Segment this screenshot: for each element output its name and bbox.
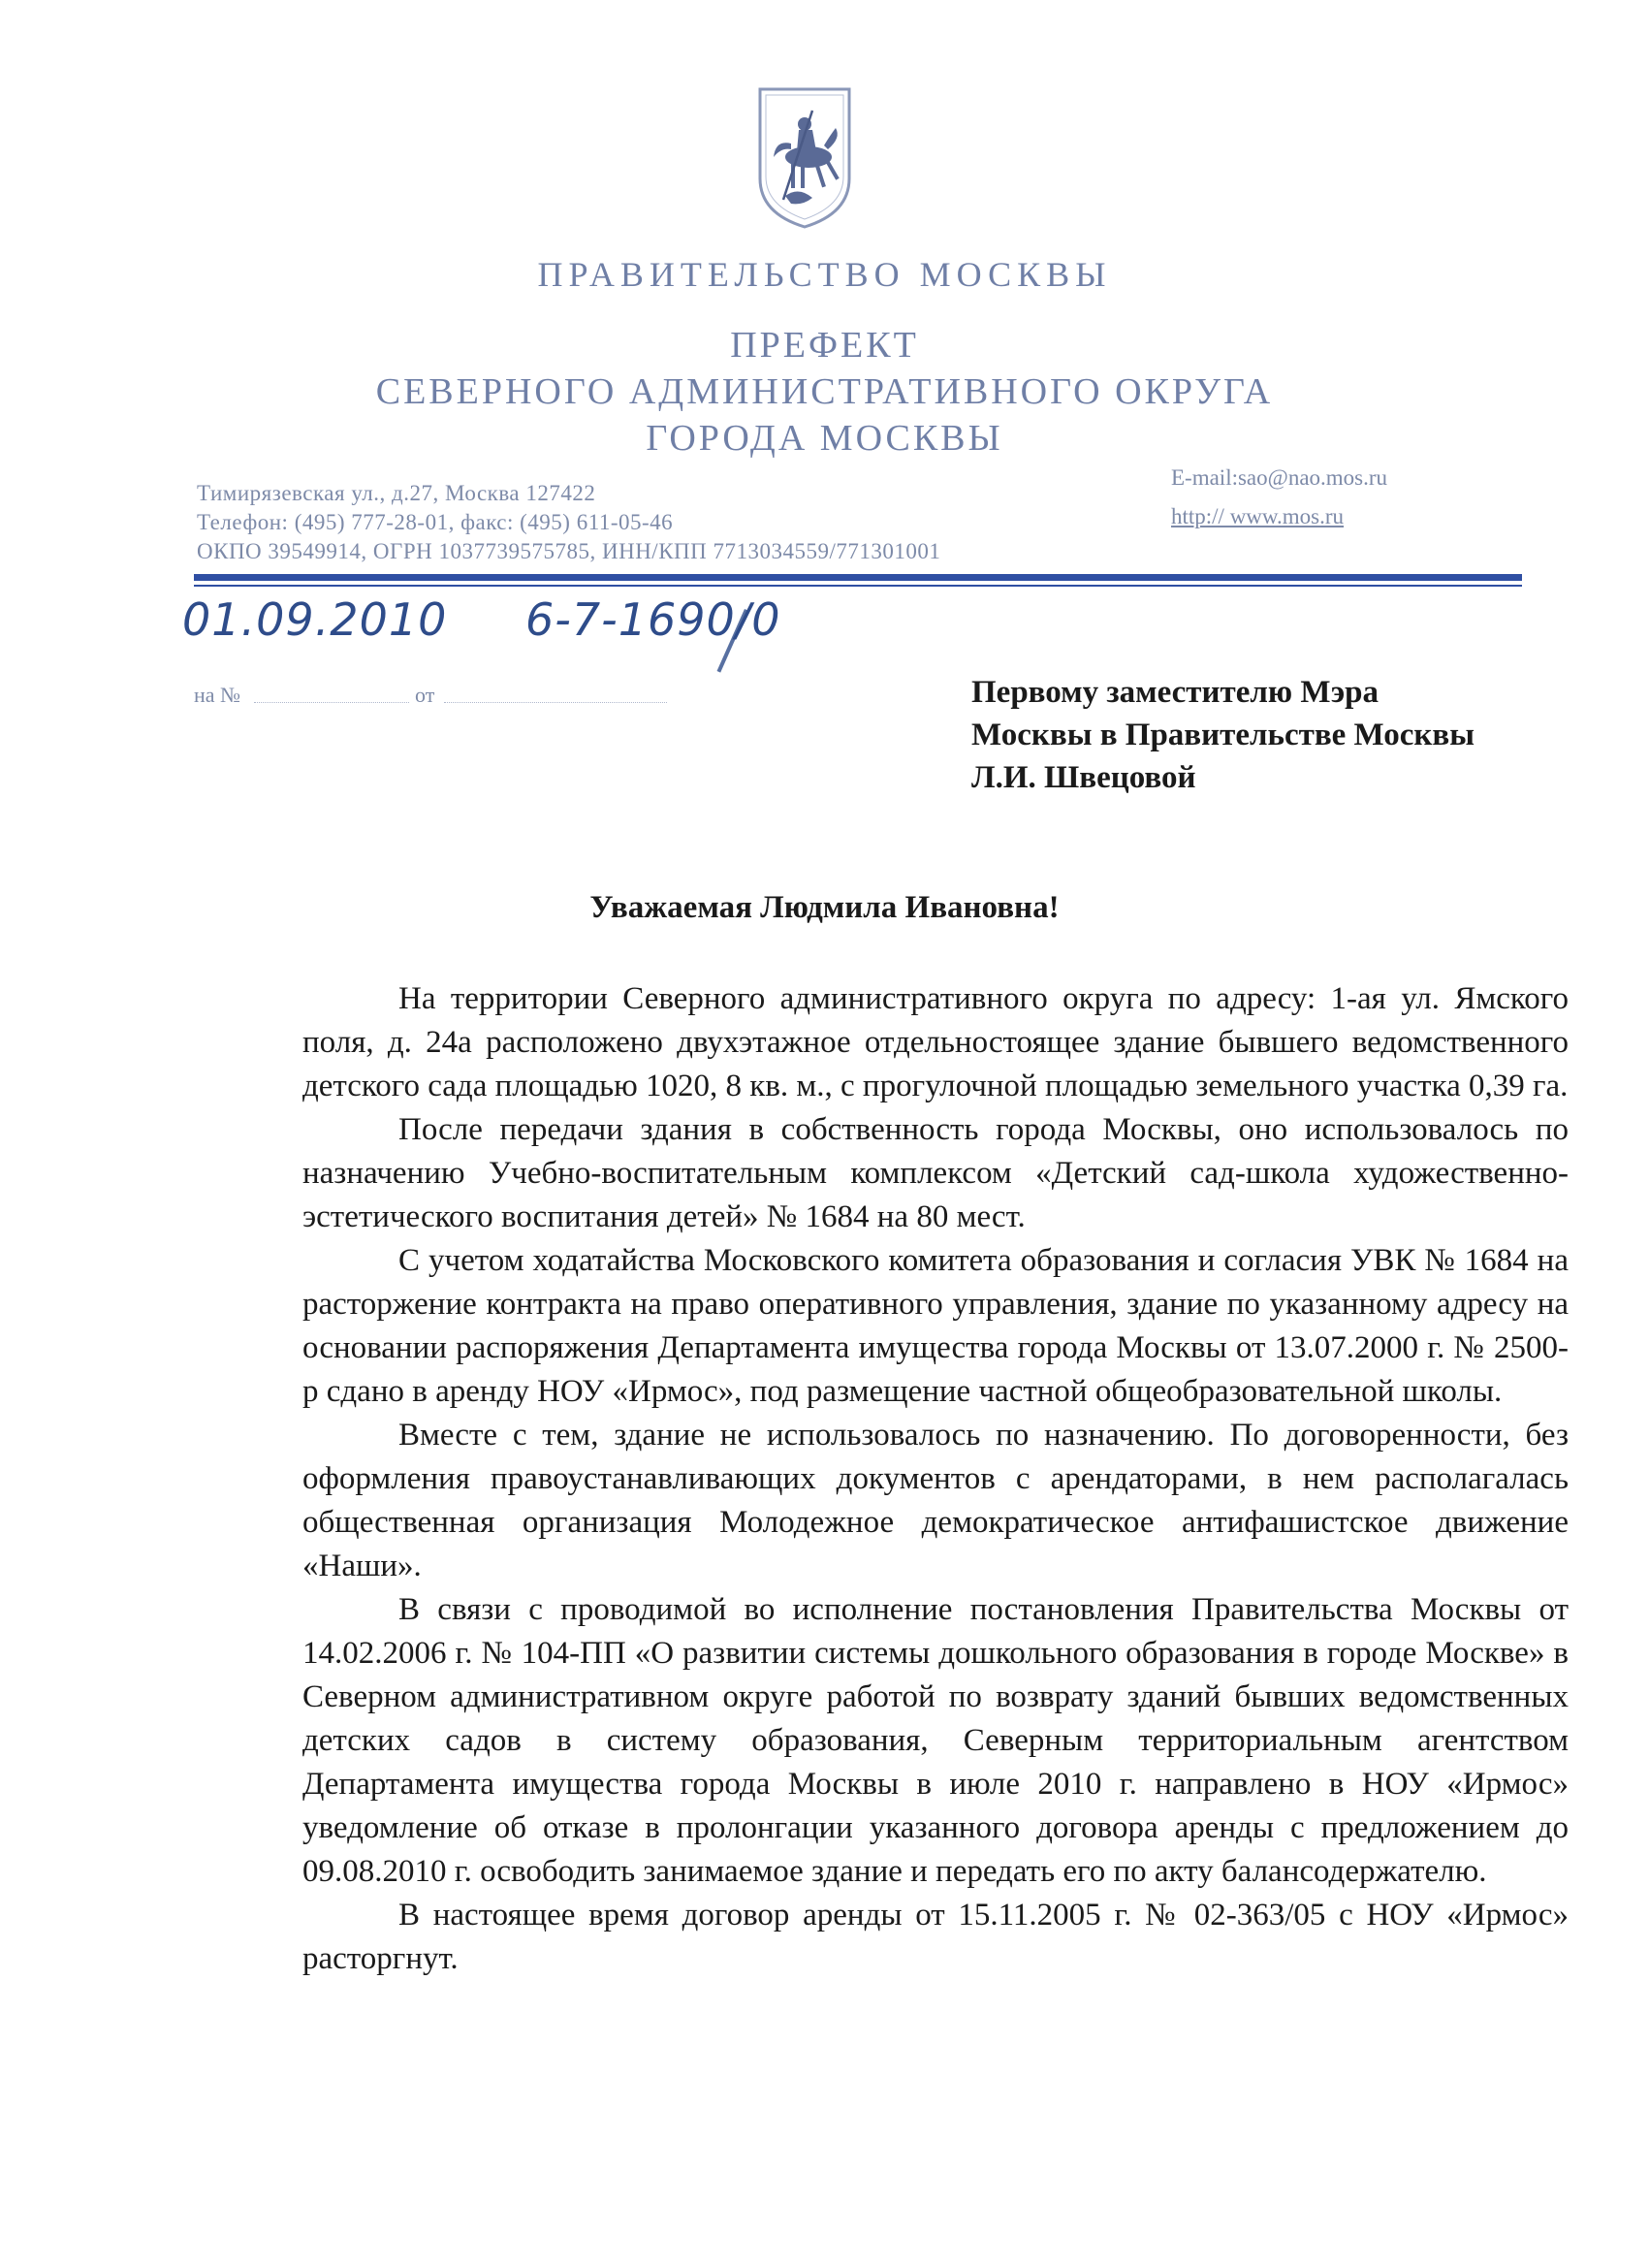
- prefect-district: СЕВЕРНОГО АДМИНИСТРАТИВНОГО ОКРУГА: [375, 371, 1274, 412]
- addressee-block: [971, 671, 1475, 799]
- paragraph: Вместе с тем, здание не использовалось по назначению. По договоренности, без оформления правоустанавливающих документов с арендаторами, в нем располагалась общественная организация Молодежное демократическое антифашистское движение «Наши».: [302, 1418, 1569, 1583]
- paragraph: В настоящее время договор аренды от 15.11.2005 г. № 02-363/05 с НОУ «Ирмос» расторгнут.: [302, 1898, 1569, 1976]
- paragraph: С учетом ходатайства Московского комитета образования и согласия УВК № 1684 на расторжение контракта на право оперативного управления, здание по указанному адресу на основании распоряжения Департамента имущества города Москвы от 13.07.2000 г. № 2500-р сдано в аренду НОУ «Ирмос», под размещение частной общеобразовательной школы.: [302, 1243, 1569, 1409]
- addressee-line: Первому заместителю Мэра: [971, 675, 1379, 710]
- paragraph: В связи с проводимой во исполнение постановления Правительства Москвы от 14.02.2006 г. № 104-ПП «О развитии системы дошкольного образования в городе Москве» в Северном административном округе работой по возврату зданий бывших ведомственных детских садов в систему образования, Северным территориальным агентством Департамента имущества города Москвы в июле 2010 г. направлено в НОУ «Ирмос» уведомление об отказе в пролонгации указанного договора аренды с предложением до 09.08.2010 г. освободить занимаемое здание и передать его по акту балансодержателю.: [302, 1592, 1569, 1889]
- letterhead-divider: [194, 574, 1522, 581]
- reference-number-label: на №: [194, 683, 241, 707]
- greeting: Уважаемая Людмила Ивановна!: [589, 890, 1060, 925]
- government-title: ПРАВИТЕЛЬСТВО МОСКВЫ: [537, 255, 1112, 294]
- prefect-city: ГОРОДА МОСКВЫ: [646, 418, 1003, 459]
- letter-body: [302, 977, 1569, 1981]
- registry-codes: ОКПО 39549914, ОГРН 1037739575785, ИНН/КПП 7713034559/771301001: [197, 539, 941, 563]
- letterhead-divider-thin: [194, 585, 1522, 587]
- prefect-title: ПРЕФЕКТ: [730, 325, 919, 366]
- addressee-name: Л.И. Швецовой: [971, 760, 1196, 795]
- handwritten-reg-number: 6-7-1690/0: [525, 593, 781, 646]
- email-address: E-mail:sao@nao.mos.ru: [1171, 465, 1388, 490]
- website-link[interactable]: http:// www.mos.ru: [1171, 504, 1345, 528]
- reference-date-blank: [444, 702, 667, 703]
- phone-fax: Телефон: (495) 777-28-01, факс: (495) 611-05-46: [197, 510, 674, 534]
- paragraph: После передачи здания в собственность города Москвы, оно использовалось по назначению Учебно-воспитательным комплексом «Детский сад-школа художественно-эстетического воспитания детей» № 1684 на 80 мест.: [302, 1112, 1569, 1234]
- handwritten-date: 01.09.2010: [182, 593, 448, 646]
- moscow-coat-of-arms-icon: [756, 85, 853, 231]
- postal-address: Тимирязевская ул., д.27, Москва 127422: [197, 481, 596, 505]
- paragraph: На территории Северного административного округа по адресу: 1-ая ул. Ямского поля, д. 24а расположено двухэтажное отдельностоящее здание бывшего ведомственного детского сада площадью 1020, 8 кв. м., с прогулочной площадью земельного участка 0,39 га.: [302, 981, 1569, 1103]
- reference-number-blank: [254, 702, 409, 703]
- addressee-line: Москвы в Правительстве Москвы: [971, 718, 1475, 752]
- reference-date-label: от: [415, 683, 435, 707]
